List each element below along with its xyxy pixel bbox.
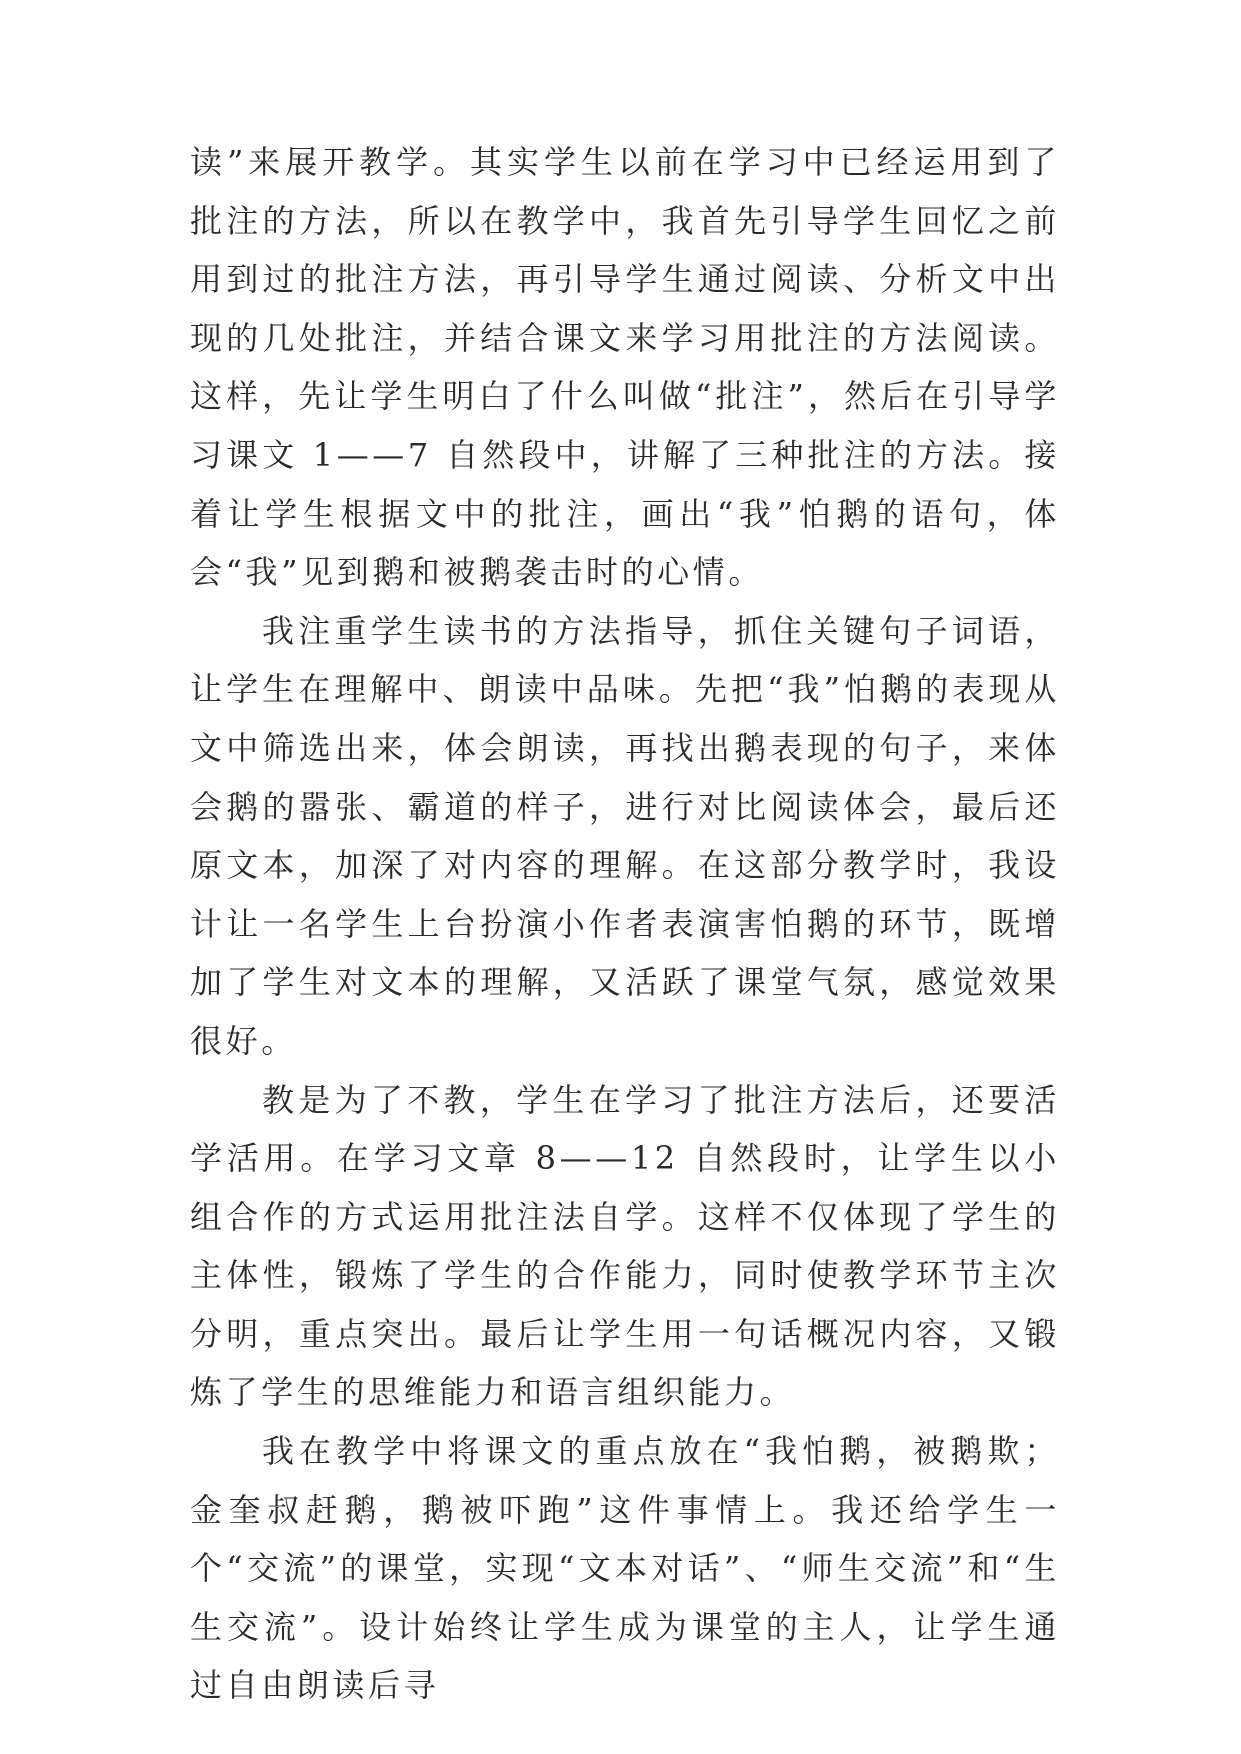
paragraph-4: 我在教学中将课文的重点放在“我怕鹅，被鹅欺；金奎叔赶鹅，鹅被吓跑”这件事情上。我还给学生一个“交流”的课堂，实现“文本对话”、“师生交流”和“生生交流”。设计始终让学生成为课堂的主人，让学生通过自由朗读后寻 <box>190 1432 1060 1705</box>
paragraph-2: 我注重学生读书的方法指导，抓住关键句子词语，让学生在理解中、朗读中品味。先把“我”怕鹅的表现从文中筛选出来，体会朗读，再找出鹅表现的句子，来体会鹅的嚣张、霸道的样子，进行对比阅读体会，最后还原文本，加深了对内容的理解。在这部分教学时，我设计让一名学生上台扮演小作者表演害怕鹅的环节，既增加了学生对文本的理解，又活跃了课堂气氛，感觉效果很好。 <box>190 611 1060 1060</box>
paragraph-1: 读”来展开教学。其实学生以前在学习中已经运用到了批注的方法，所以在教学中，我首先引导学生回忆之前用到过的批注方法，再引导学生通过阅读、分析文中出现的几处批注，并结合课文来学习用批注的方法阅读。这样，先让学生明白了什么叫做“批注”，然后在引导学习课文 1——7 自然段中，讲解了三种批注的方法。接着让学生根据文中的批注，画出“我”怕鹅的语句，体会“我”见到鹅和被鹅袭击时的心情。 <box>190 143 1060 592</box>
paragraph-3: 教是为了不教，学生在学习了批注方法后，还要活学活用。在学习文章 8——12 自然段时，让学生以小组合作的方式运用批注法自学。这样不仅体现了学生的主体性，锻炼了学生的合作能力，同时使教学环节主次分明，重点突出。最后让学生用一句话概况内容，又锻炼了学生的思维能力和语言组织能力。 <box>190 1080 1060 1412</box>
document-body <box>190 133 1060 1715</box>
